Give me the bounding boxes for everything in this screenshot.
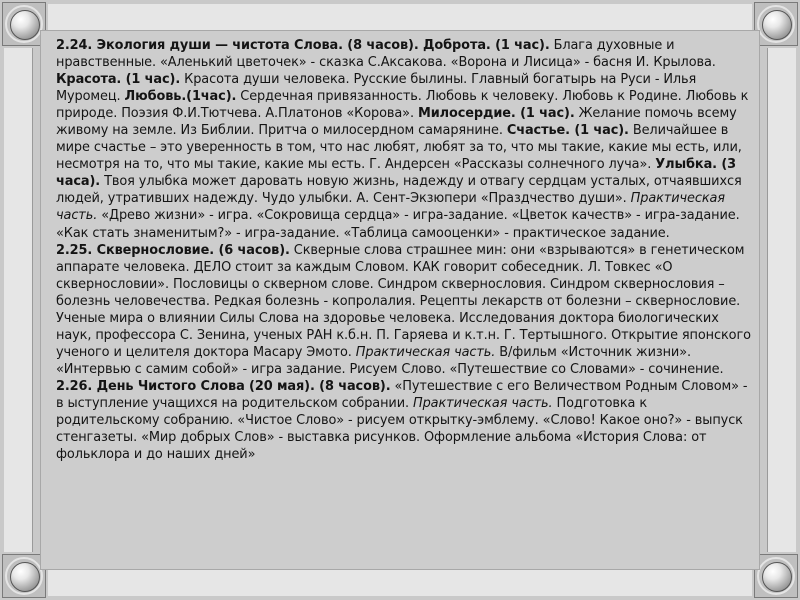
bold-heading-run: 2.24. Экология души — чистота Слова. (8 часов). Доброта. (1 час). xyxy=(56,38,550,53)
bold-heading-run: Счастье. (1 час). xyxy=(506,123,629,139)
bold-heading-run: Любовь.(1час). xyxy=(124,89,237,105)
text-run: Блага духовные и нравственные. «Аленький цветочек» - сказка С.Аксакова. «Ворона и Лисица» - басня И. Крылова. xyxy=(56,38,716,71)
text-run: Сердечная привязанность. Любовь к человеку. Любовь к Родине. Любовь к природе. Поэзия Ф.И.Тютчева. А.Платонов «Корова». xyxy=(56,89,749,122)
bold-heading-run: Красота. (1 час). xyxy=(56,72,181,88)
text-run: Величайшее в мире счастье – это уверенность в том, что нас любят, любят за то, что мы такие, какие мы есть, или, несмотря на то, что мы такие, какие мы есть. Г. Андерсен «Рассказы солнечного луча». xyxy=(56,123,742,173)
frame-band-top xyxy=(48,4,752,33)
document-text xyxy=(56,37,751,463)
bold-heading-run: Улыбка. (3 часа). xyxy=(56,157,737,190)
frame-band-right xyxy=(767,48,796,552)
text-run: Красота души человека. Русские былины. Главный богатырь на Руси - Илья Муромец. xyxy=(56,72,697,105)
text-run: «Древо жизни» - игра. «Сокровища сердца» - игра-задание. «Цветок качеств» - игра-задание. «Как стать знаменитым?» - игра-задание. «Таблица самооценки» - практическое задание. xyxy=(56,208,740,241)
text-run: Подготовка к родительскому собранию. «Чистое Слово» - рисуем открытку-эмблему. «Слово! Какое оно?» - выпуск стенгазеты. «Мир добрых Слов» - выставка рисунков. Оформление альбома «История Слова: от фольклора и до наших дней» xyxy=(56,395,743,463)
italic-run: Практическая часть. xyxy=(413,395,553,411)
frame-band-bottom xyxy=(48,567,752,596)
section-paragraph xyxy=(56,378,751,463)
bold-heading-run: 2.26. День Чистого Слова (20 мая). (8 часов). xyxy=(56,378,391,394)
text-run: Скверные слова страшнее мин: они «взрываются» в генетическом аппарате человека. ДЕЛО стоит за каждым Словом. КАК говорит собеседник. Л. Товкес «О сквернословии». Пословицы о скверном слове. Синдром сквернословия. Синдром сквернословия – болезнь человечества. Редкая болезнь - копролалия. Рецепты лекарств от болезни – сквернословие. Ученые мира о влиянии Силы Слова на здоровье человека. Исследования доктора биологических наук, профессора С. Зенина, ученых РАН к.б.н. П. Гаряева и к.т.н. Г. Тертышного. Открытие японского ученого и целителя доктора Масару Эмото. xyxy=(56,242,751,360)
frame-band-left xyxy=(4,48,33,552)
corner-ornament-bottom-right-icon xyxy=(754,554,798,598)
section-paragraph xyxy=(56,242,751,378)
bold-heading-run: 2.25. Сквернословие. (6 часов). xyxy=(56,242,290,258)
italic-run: Практическая часть. xyxy=(56,191,725,224)
slide-content xyxy=(40,30,760,570)
text-run: Желание помочь всему живому на земле. Из Библии. Притча о милосердном самарянине. xyxy=(56,106,737,139)
text-run: В/фильм «Источник жизни». «Интервью с самим собой» - игра задание. Рисуем Слово. «Путешествие со Словами» - сочинение. xyxy=(56,344,724,377)
italic-run: Практическая часть. xyxy=(355,344,496,360)
bold-heading-run: Милосердие. (1 час). xyxy=(417,106,575,122)
text-run: Твоя улыбка может даровать новую жизнь, надежду и отвагу сердцам усталых, отчаявшихся людей, утративших надежду. Чудо улыбки. А. Сент-Экзюпери «Праздчество души». xyxy=(56,174,742,207)
text-run: «Путешествие с его Величеством Родным Словом» - в ыступление учащихся на родительском собрании. xyxy=(56,378,748,411)
section-paragraph xyxy=(56,37,751,242)
corner-ornament-top-right-icon xyxy=(754,2,798,46)
